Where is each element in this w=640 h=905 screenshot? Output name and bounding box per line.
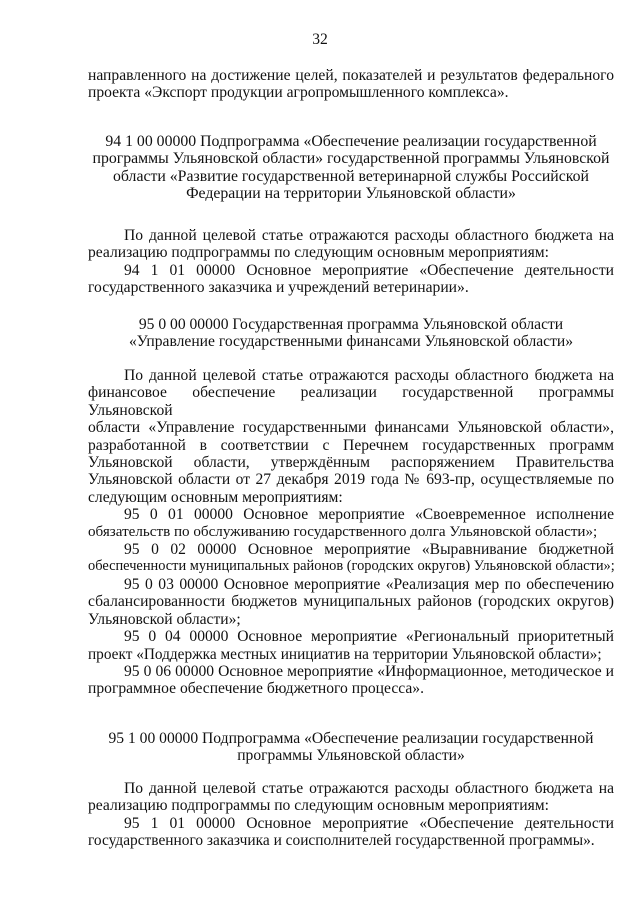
text-line: 95 0 03 00000 Основное мероприятие «Реализация мер по обеспечению (124, 575, 614, 593)
text-line: области «Управление государственными финансами Ульяновской области», (88, 419, 614, 437)
text-line: Ульяновской области, утверждённым распоряжением Правительства (88, 454, 614, 472)
text-line: направленного на достижение целей, показателей и результатов федерального (88, 67, 614, 84)
heading-line: области «Развитие государственной ветеринарной службы Российской (113, 167, 589, 185)
heading-line: 95 0 00 00000 Государственная программа Ульяновской области (138, 316, 564, 333)
heading-line: 94 1 00 00000 Подпрограмма «Обеспечение реализации государственной (105, 133, 597, 150)
text-line: По данной целевой статье отражаются расходы областного бюджета на (124, 367, 614, 384)
heading-line: Федерации на территории Ульяновской области» (186, 185, 516, 203)
text-line: 95 1 01 00000 Основное мероприятие «Обеспечение деятельности (124, 814, 614, 832)
text-line: Ульяновской области»; (88, 610, 241, 628)
text-line: 95 0 04 00000 Основное мероприятие «Региональный приоритетный (124, 628, 614, 646)
text-line: 95 0 01 00000 Основное мероприятие «Своевременное исполнение (124, 506, 614, 524)
text-line: государственного заказчика и соисполнителей государственной программы». (88, 832, 595, 850)
text-line: реализацию подпрограммы по следующим основным мероприятиям: (88, 244, 549, 262)
section-body-95-1 (88, 780, 614, 850)
text-line: государственного заказчика и учреждений ветеринарии». (88, 279, 469, 297)
intro-paragraph (88, 67, 614, 102)
heading-line: программы Ульяновской области» государственной программы Ульяновской (92, 150, 610, 168)
text-line: обязательств по обслуживанию государственного долга Ульяновской области»; (88, 523, 598, 540)
text-line: По данной целевой статье отражаются расходы областного бюджета на (124, 227, 614, 244)
section-heading-95-1 (88, 730, 614, 765)
text-line: программное обеспечение бюджетного процесса». (88, 680, 424, 698)
section-body-94-1 (88, 227, 614, 297)
text-line: проекта «Экспорт продукции агропромышленного комплекса». (88, 84, 509, 102)
heading-line: 95 1 00 00000 Подпрограмма «Обеспечение реализации государственной (108, 730, 594, 747)
text-line: обеспеченности муниципальных районов (городских округов) Ульяновской области»; (88, 558, 615, 575)
text-line: реализацию подпрограммы по следующим основным мероприятиям: (88, 797, 549, 815)
text-line: 94 1 01 00000 Основное мероприятие «Обеспечение деятельности (124, 261, 614, 279)
text-line: финансовое обеспечение реализации государственной программы Ульяновской (88, 384, 614, 419)
text-line: По данной целевой статье отражаются расходы областного бюджета на (124, 780, 614, 797)
text-line: сбалансированности бюджетов муниципальных районов (городских округов) (88, 593, 614, 611)
text-line: проект «Поддержка местных инициатив на территории Ульяновской области»; (88, 645, 602, 663)
section-heading-95-0 (88, 316, 614, 351)
text-line: 95 0 02 00000 Основное мероприятие «Выравнивание бюджетной (124, 541, 614, 559)
section-body-95-0 (88, 367, 614, 698)
text-line: разработанной в соответствии с Перечнем государственных программ (88, 436, 614, 454)
text-line: следующим основным мероприятиям: (88, 488, 343, 506)
section-heading-94-1 (88, 133, 614, 203)
heading-line: программы Ульяновской области» (237, 747, 465, 765)
page-number: 32 (312, 31, 328, 48)
text-line: Ульяновской области от 27 декабря 2019 года № 693-пр, осуществляемые по (88, 471, 614, 489)
heading-line: «Управление государственными финансами Ульяновской области» (128, 333, 574, 351)
text-line: 95 0 06 00000 Основное мероприятие «Информационное, методическое и (124, 662, 614, 680)
